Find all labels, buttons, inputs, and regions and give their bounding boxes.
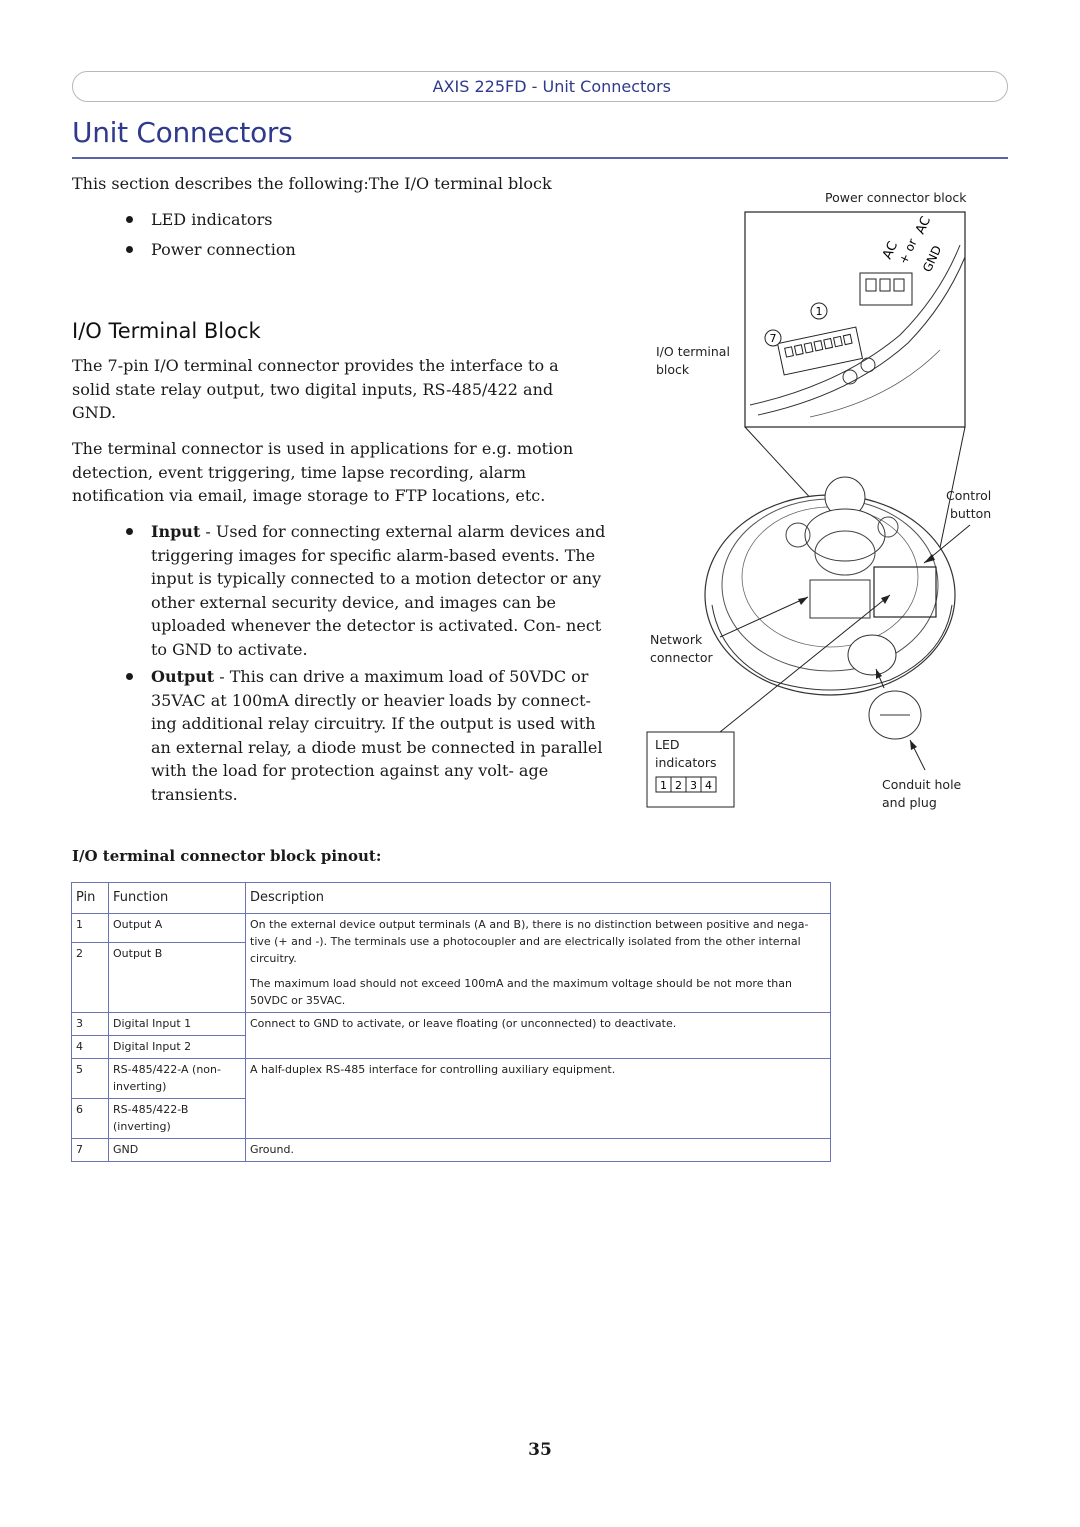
io-block-label: I/O terminal block [656,344,730,377]
table-header-row [72,883,831,914]
pinout-table [71,882,831,1162]
intro-bullet: LED indicators [124,208,604,232]
table-row: 3 Digital Input 1 Connect to GND to activate, or leave floating (or unconnected) to deactivate. [72,1013,831,1036]
pinout-title: I/O terminal connector block pinout: [72,847,382,865]
table-row: 5 RS-485/422-A (non-inverting) A half-duplex RS-485 interface for controlling auxiliary equipment. [72,1059,831,1099]
led-number-4: 4 [705,779,712,792]
header-pin: Pin [72,883,109,914]
bullet-dot [126,246,133,253]
output-bullet: Output - This can drive a maximum load of 50VDC or 35VAC at 100mA directly or heavier loads by connect- ing additional relay circuitry. If the output is used with an external relay, a diode must be connected in parallel with the load for protection against any volt- age transients. [124,665,608,806]
bullet-dot [126,216,133,223]
plus-or-label: + or [896,236,920,267]
title-rule [72,157,1008,159]
header-description: Description [246,883,831,914]
rs485-description: A half-duplex RS-485 interface for controlling auxiliary equipment. [246,1059,831,1139]
table-row: 1 Output A On the external device output terminals (A and B), there is no distinction between positive and nega- tive (+ and -). The terminals use a photocoupler and are electrically isolated from the other internal circuitry. The maximum load should not exceed 100mA and the maximum voltage should be not more than 50VDC or 35VAC. [72,914,831,943]
bullet-dot [126,528,133,535]
detail-bullet-list [124,520,608,810]
bullet-dot [126,673,133,680]
dome-camera-diagram [640,185,1010,825]
io-paragraph-1: The 7-pin I/O terminal connector provides the interface to a solid state relay output, two digital inputs, RS-485/422 and GND. [72,356,559,422]
ac2-label: AC [913,214,935,237]
output-description: On the external device output terminals (A and B), there is no distinction between positive and nega- tive (+ and -). The terminals use a photocoupler and are electrically isolated from the other internal circuitry. The maximum load should not exceed 100mA and the maximum voltage should be not more than 50VDC or 35VAC. [250,918,809,1007]
page-number: 35 [528,1440,552,1460]
pin-7-label: 7 [769,332,777,345]
table-row: 2 Output B [72,943,831,1013]
header-bar [72,71,1008,102]
conduit-hole-label: Conduit hole and plug [882,777,962,810]
led-number-3: 3 [690,779,697,792]
intro-bullet: Power connection [124,238,604,262]
table-row: 6 RS-485/422-B (inverting) [72,1099,831,1139]
table-row: 4 Digital Input 2 [72,1036,831,1059]
ac-label: AC [880,239,902,262]
network-connector-label: Network connector [650,632,713,665]
intro-text: This section describes the following:The I/O terminal block [72,174,552,193]
input-bullet: Input - Used for connecting external alarm devices and triggering images for specific alarm-based events. The input is typically connected to a motion detector or any other external security device, and images can be uploaded whenever the detector is activated. Con- nect to GND to activate. [124,520,608,661]
gnd-label: GND [920,243,945,275]
intro-bullet-list [124,208,604,267]
header-title: AXIS 225FD - Unit Connectors [432,77,671,96]
gnd-description: Ground. [246,1139,831,1162]
control-button-label: Control button [946,488,992,521]
pin-1-label: 1 [815,305,823,318]
led-number-2: 2 [675,779,682,792]
led-indicators-label: LED indicators [655,737,717,770]
led-number-1: 1 [660,779,667,792]
page-title: Unit Connectors [72,116,293,149]
io-paragraph-2: The terminal connector is used in applications for e.g. motion detection, event triggering, time lapse recording, alarm notification via email, image storage to FTP locations, etc. [72,439,574,505]
section-title: I/O Terminal Block [72,319,261,343]
table-row: 7 GND Ground. [72,1139,831,1162]
header-function: Function [109,883,246,914]
power-block-label: Power connector block [825,190,967,205]
input-description: Connect to GND to activate, or leave floating (or unconnected) to deactivate. [246,1013,831,1059]
